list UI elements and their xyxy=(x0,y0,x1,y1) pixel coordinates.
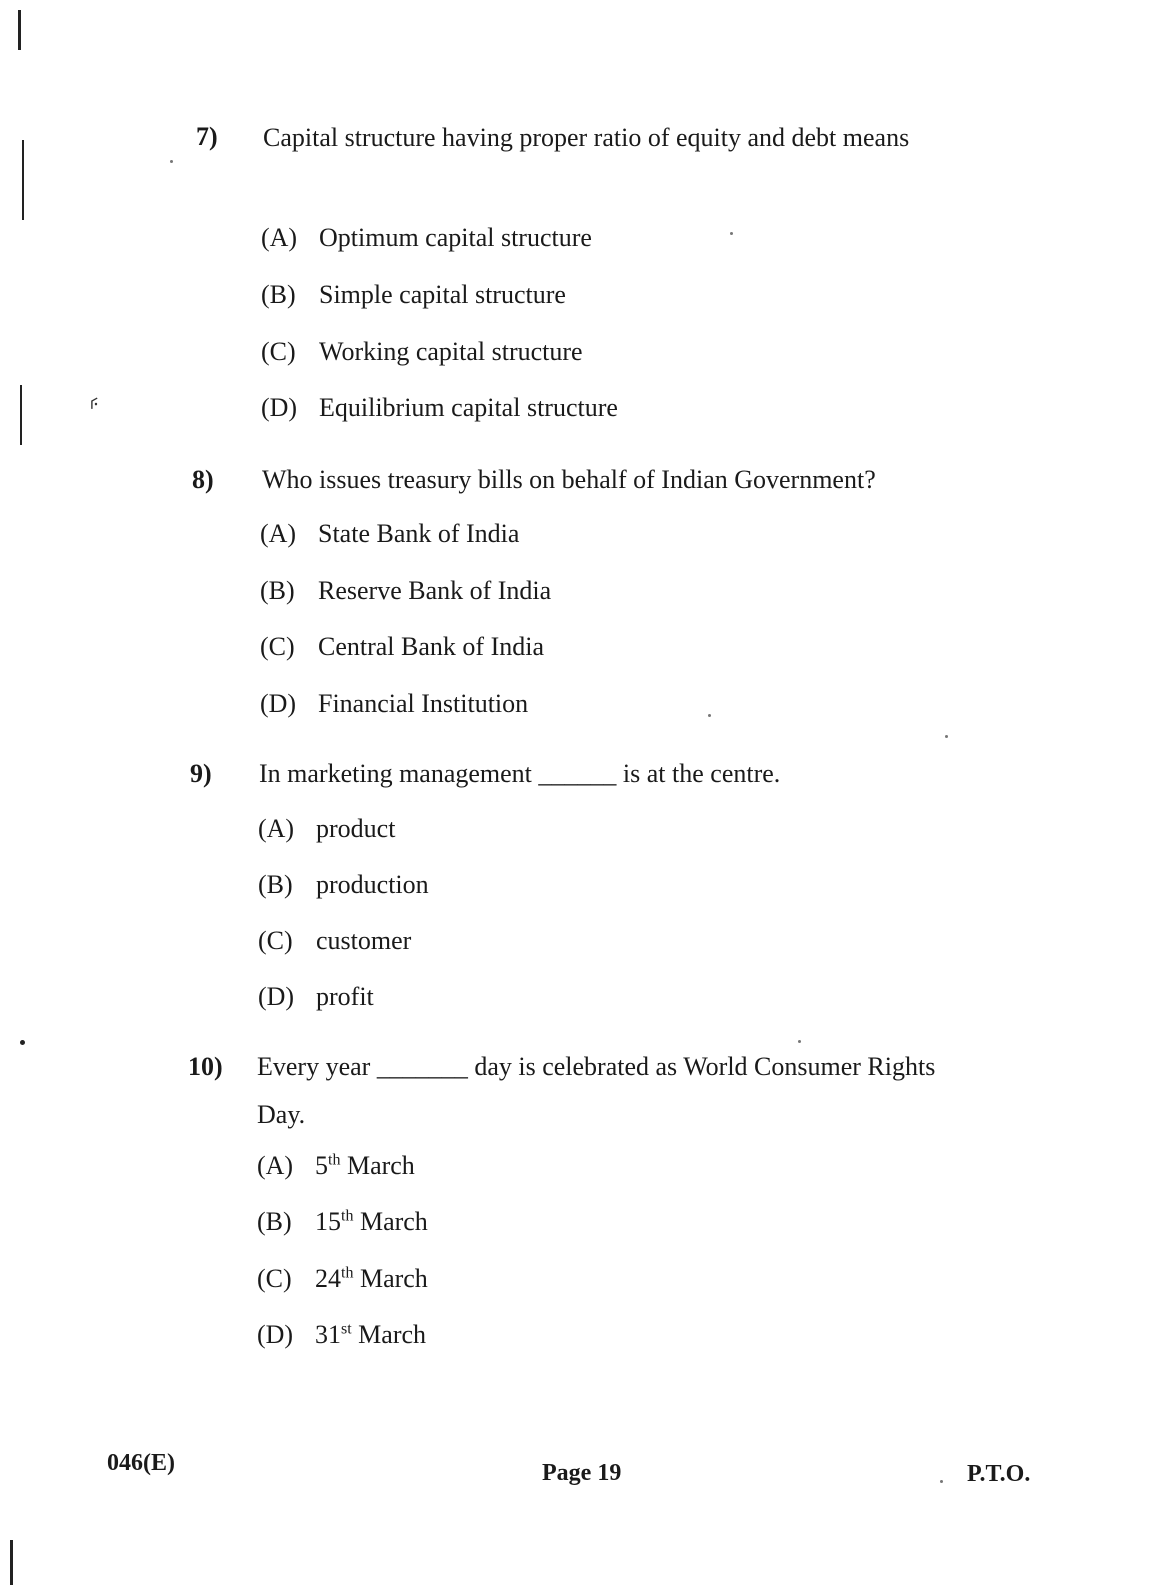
option-label: (D) xyxy=(257,1320,294,1349)
option-text: product xyxy=(316,814,396,843)
question-text-before: In marketing management xyxy=(259,759,532,788)
question-number: 8) xyxy=(192,465,214,494)
option-d xyxy=(257,1320,426,1350)
option-number: 24 xyxy=(315,1264,341,1293)
question-number: 10) xyxy=(188,1052,223,1081)
option-b xyxy=(257,1207,428,1237)
option-label: (B) xyxy=(258,870,293,899)
option-label: (C) xyxy=(261,337,296,366)
question-text xyxy=(259,750,959,798)
scan-speck xyxy=(170,160,173,163)
fill-in-blank: _______ xyxy=(376,1052,468,1081)
option-text: Equilibrium capital structure xyxy=(319,393,618,422)
page-number: Page 19 xyxy=(542,1460,622,1486)
scan-speck xyxy=(945,735,948,738)
option-label: (B) xyxy=(261,280,296,309)
question-text-before: Every year xyxy=(257,1052,371,1081)
option-text: profit xyxy=(316,982,374,1011)
option-text: State Bank of India xyxy=(318,519,520,548)
fill-in-blank: ______ xyxy=(538,759,617,788)
option-d xyxy=(261,393,618,423)
option-text: Financial Institution xyxy=(318,689,529,718)
scan-mark: ⸄ xyxy=(88,393,102,422)
scan-speck xyxy=(730,232,733,235)
scan-edge-mark xyxy=(20,385,22,445)
option-c xyxy=(260,632,544,662)
option-ordinal-suffix: st xyxy=(341,1320,352,1338)
question-text-after: is at the centre. xyxy=(622,759,781,788)
option-text: Working capital structure xyxy=(319,337,583,366)
scan-edge-mark xyxy=(10,1540,13,1585)
option-label: (A) xyxy=(261,223,298,252)
scan-speck xyxy=(940,1480,943,1483)
option-ordinal-suffix: th xyxy=(341,1264,354,1282)
option-text: Optimum capital structure xyxy=(319,223,592,252)
option-label: (A) xyxy=(260,519,297,548)
option-label: (C) xyxy=(260,632,295,661)
scan-edge-mark xyxy=(22,140,24,220)
scan-edge-mark xyxy=(18,10,21,50)
question-number: 9) xyxy=(190,759,212,788)
option-a xyxy=(257,1151,415,1181)
option-label: (B) xyxy=(260,576,295,605)
option-c xyxy=(257,1264,428,1294)
option-text: March xyxy=(359,1207,428,1236)
option-label: (C) xyxy=(258,926,293,955)
option-ordinal-suffix: th xyxy=(341,1207,354,1225)
option-text: Reserve Bank of India xyxy=(318,576,552,605)
question-text: Capital structure having proper ratio of equity and debt means xyxy=(263,123,910,152)
option-b xyxy=(258,870,429,900)
option-text: March xyxy=(358,1320,427,1349)
question-number: 7) xyxy=(196,122,218,151)
option-number: 31 xyxy=(315,1320,341,1349)
option-label: (C) xyxy=(257,1264,292,1293)
option-label: (B) xyxy=(257,1207,292,1236)
option-a xyxy=(261,223,592,253)
option-a xyxy=(258,814,395,844)
option-label: (D) xyxy=(258,982,295,1011)
option-text: March xyxy=(359,1264,428,1293)
option-text: Central Bank of India xyxy=(318,632,544,661)
option-label: (D) xyxy=(260,689,297,718)
option-c xyxy=(258,926,411,956)
option-d xyxy=(260,689,528,719)
pto-marker: P.T.O. xyxy=(967,1461,1031,1487)
option-d xyxy=(258,982,374,1012)
option-label: (A) xyxy=(258,814,295,843)
option-text: Simple capital structure xyxy=(319,280,566,309)
option-label: (D) xyxy=(261,393,298,422)
option-ordinal-suffix: th xyxy=(328,1151,341,1169)
option-a xyxy=(260,519,519,549)
option-label: (A) xyxy=(257,1151,294,1180)
scan-speck xyxy=(708,714,711,717)
option-b xyxy=(261,280,566,310)
paper-code: 046(E) xyxy=(107,1450,175,1476)
option-number: 15 xyxy=(315,1207,341,1236)
option-c xyxy=(261,337,583,367)
question-text: Who issues treasury bills on behalf of Indian Government? xyxy=(262,465,876,494)
scan-speck xyxy=(20,1040,25,1045)
question-text-after: day is celebrated as World Consumer Rights Day. xyxy=(257,1052,936,1129)
option-number: 5 xyxy=(315,1151,328,1180)
option-text: March xyxy=(346,1151,415,1180)
option-text: customer xyxy=(316,926,412,955)
option-b xyxy=(260,576,551,606)
question-text xyxy=(257,1043,937,1139)
option-text: production xyxy=(316,870,429,899)
